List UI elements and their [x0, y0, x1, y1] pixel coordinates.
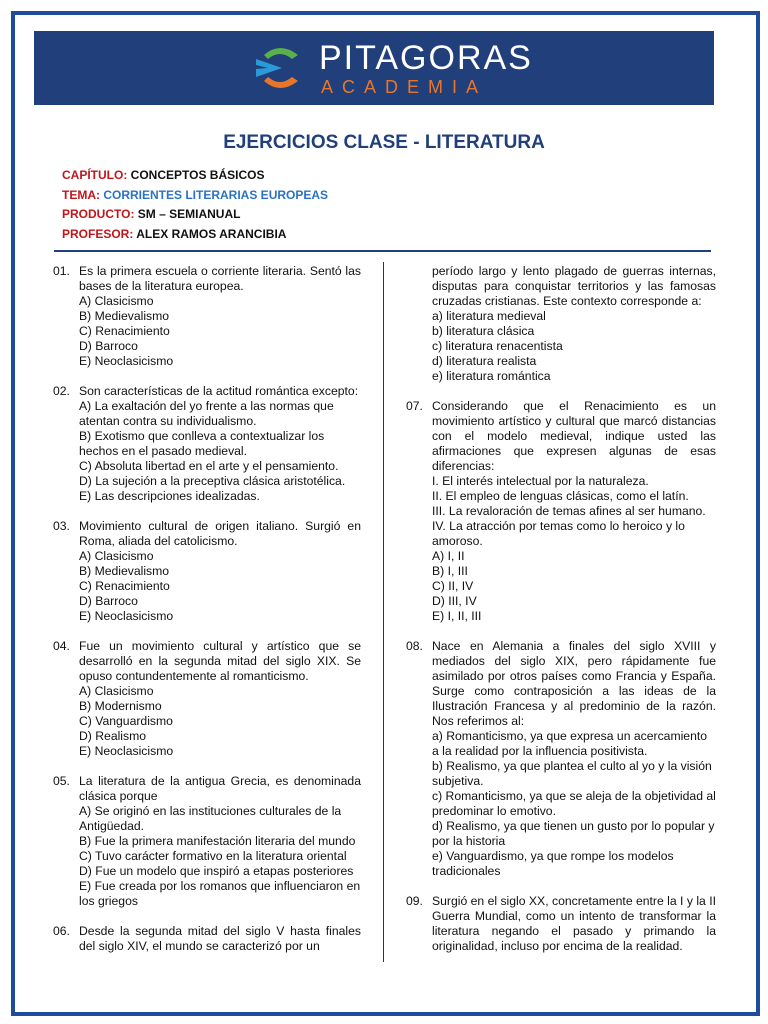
question-item: [53, 639, 361, 759]
answer-option: D) III, IV: [432, 594, 477, 608]
question-body: [79, 924, 361, 954]
answer-option: B) Exotismo que conlleva a contextualizar los hechos en el pasado medieval.: [79, 429, 325, 458]
answer-option: c) Romanticismo, ya que se aleja de la objetividad al predominar lo emotivo.: [432, 789, 716, 818]
question-body: [79, 384, 361, 504]
answer-option: A) Clasicismo: [79, 684, 154, 698]
answer-option: E) Neoclasicismo: [79, 609, 174, 623]
question-stem: Surgió en el siglo XX, concretamente entre la I y la II Guerra Mundial, como un intento de transformar la literatura negando el pasado y primando la originalidad, incluso por encima de la realidad.: [432, 894, 716, 953]
answer-option: D) Realismo: [79, 729, 147, 743]
answer-option: C) Renacimiento: [79, 579, 170, 593]
question-body: [79, 519, 361, 624]
answer-option: d) Realismo, ya que tienen un gusto por lo popular y por la historia: [432, 819, 715, 848]
question-body: [79, 639, 361, 759]
answer-option: C) Tuvo carácter formativo en la literatura oriental: [79, 849, 347, 863]
answer-option: C) Renacimiento: [79, 324, 170, 338]
answer-option: B) Modernismo: [79, 699, 162, 713]
left-column: [53, 264, 361, 969]
answer-option: A) La exaltación del yo frente a las normas que atentan contra su individualismo.: [79, 399, 334, 428]
question-number: 07.: [406, 399, 423, 413]
answer-option: C) Vanguardismo: [79, 714, 173, 728]
question-number: 06.: [53, 924, 70, 938]
pitagoras-logo-icon: [254, 43, 306, 93]
answer-option: B) Fue la primera manifestación literaria del mundo: [79, 834, 356, 848]
answer-option: E) I, II, III: [432, 609, 482, 623]
question-stem: Fue un movimiento cultural y artístico que se desarrolló en la segunda mitad del siglo XIX. Se opuso contundentemente al romanticismo.: [79, 639, 361, 683]
answer-option: b) Realismo, ya que plantea el culto al yo y la visión subjetiva.: [432, 759, 712, 788]
question-stem: La literatura de la antigua Grecia, es denominada clásica porque: [79, 774, 361, 803]
question-stem: Son características de la actitud romántica excepto:: [79, 384, 359, 398]
question-number: 08.: [406, 639, 423, 653]
answer-option: A) Clasicismo: [79, 549, 154, 563]
answer-option: A) Clasicismo: [79, 294, 154, 308]
meta-tema: TEMA: CORRIENTES LITERARIAS EUROPEAS: [62, 187, 329, 202]
answer-option: B) I, III: [432, 564, 468, 578]
meta-profesor: PROFESOR: ALEX RAMOS ARANCIBIA: [62, 226, 287, 241]
question-item: [53, 774, 361, 909]
answer-option: D) Barroco: [79, 594, 138, 608]
question-item: [53, 519, 361, 624]
question-item: [406, 639, 716, 879]
header-banner: [34, 31, 714, 105]
question-number: 04.: [53, 639, 70, 653]
answer-option: III. La revaloración de temas afines al ser humano.: [432, 504, 706, 518]
answer-option: II. El empleo de lenguas clásicas, como el latín.: [432, 489, 689, 503]
question-item: [53, 264, 361, 369]
question-item: [406, 894, 716, 954]
answer-option: A) I, II: [432, 549, 465, 563]
answer-option: a) Romanticismo, ya que expresa un acercamiento a la realidad por la influencia positivista.: [432, 729, 708, 758]
answer-option: A) Se originó en las instituciones culturales de la Antigüedad.: [79, 804, 342, 833]
question-body: [79, 264, 361, 369]
question-stem: Movimiento cultural de origen italiano. Surgió en Roma, aliada del catolicismo.: [79, 519, 361, 548]
answer-option: E) Neoclasicismo: [79, 354, 174, 368]
question-stem: Desde la segunda mitad del siglo V hasta finales del siglo XIV, el mundo se caracterizó por un: [79, 924, 361, 953]
brand-subtitle: ACADEMIA: [321, 77, 488, 97]
answer-option: C) Absoluta libertad en el arte y el pensamiento.: [79, 459, 339, 473]
answer-option: E) Neoclasicismo: [79, 744, 174, 758]
question-body: [432, 399, 716, 624]
answer-option: e) literatura romántica: [432, 369, 551, 383]
answer-option: E) Las descripciones idealizadas.: [79, 489, 260, 503]
answer-option: B) Medievalismo: [79, 564, 170, 578]
question-stem: Nace en Alemania a finales del siglo XVIII y mediados del siglo XIX, pero rápidamente fue asimilado por otros países como Francia y España. Surge como contraposición a las ideas de la Ilustración Francesa y al predominio de la razón. Nos referimos al:: [432, 639, 716, 728]
question-item: [406, 399, 716, 624]
answer-option: E) Fue creada por los romanos que influenciaron en los griegos: [79, 879, 361, 908]
answer-option: B) Medievalismo: [79, 309, 170, 323]
answer-option: D) Fue un modelo que inspiró a etapas posteriores: [79, 864, 354, 878]
answer-option: b) literatura clásica: [432, 324, 535, 338]
question-item: [53, 384, 361, 504]
header-divider: [54, 250, 711, 252]
question-continuation: [432, 264, 716, 384]
question-number: 09.: [406, 894, 423, 908]
answer-option: D) La sujeción a la preceptiva clásica aristotélica.: [79, 474, 346, 488]
right-column: [406, 264, 716, 969]
answer-option: c) literatura renacentista: [432, 339, 563, 353]
column-divider: [383, 262, 384, 962]
document-meta: [62, 166, 328, 244]
question-body: [79, 774, 361, 909]
question-stem: período largo y lento plagado de guerras internas, disputas para conquistar territorios y las famosas cruzadas cristianas. Este contexto corresponde a:: [432, 264, 716, 308]
question-stem: Es la primera escuela o corriente literaria. Sentó las bases de la literatura europea.: [79, 264, 361, 293]
answer-option: D) Barroco: [79, 339, 138, 353]
question-stem: Considerando que el Renacimiento es un movimiento artístico y cultural que marcó distancias con el modelo medieval, indique usted las afirmaciones que expresen algunas de esas diferencias:: [432, 399, 716, 473]
brand-name: PITAGORAS: [319, 39, 533, 77]
question-number: 03.: [53, 519, 70, 533]
question-number: 02.: [53, 384, 70, 398]
answer-option: I. El interés intelectual por la naturaleza.: [432, 474, 649, 488]
meta-producto: PRODUCTO: SM – SEMIANUAL: [62, 207, 241, 221]
question-number: 05.: [53, 774, 70, 788]
answer-option: C) II, IV: [432, 579, 474, 593]
meta-capitulo: CAPÍTULO: CONCEPTOS BÁSICOS: [62, 168, 265, 182]
question-body: [432, 639, 716, 879]
answer-option: d) literatura realista: [432, 354, 537, 368]
question-body: [432, 894, 716, 954]
answer-option: IV. La atracción por temas como lo heroico y lo amoroso.: [432, 519, 685, 548]
question-number: 01.: [53, 264, 70, 278]
page-title: EJERCICIOS CLASE - LITERATURA: [223, 132, 545, 153]
answer-option: e) Vanguardismo, ya que rompe los modelos tradicionales: [432, 849, 674, 878]
answer-option: a) literatura medieval: [432, 309, 546, 323]
question-item: [53, 924, 361, 954]
